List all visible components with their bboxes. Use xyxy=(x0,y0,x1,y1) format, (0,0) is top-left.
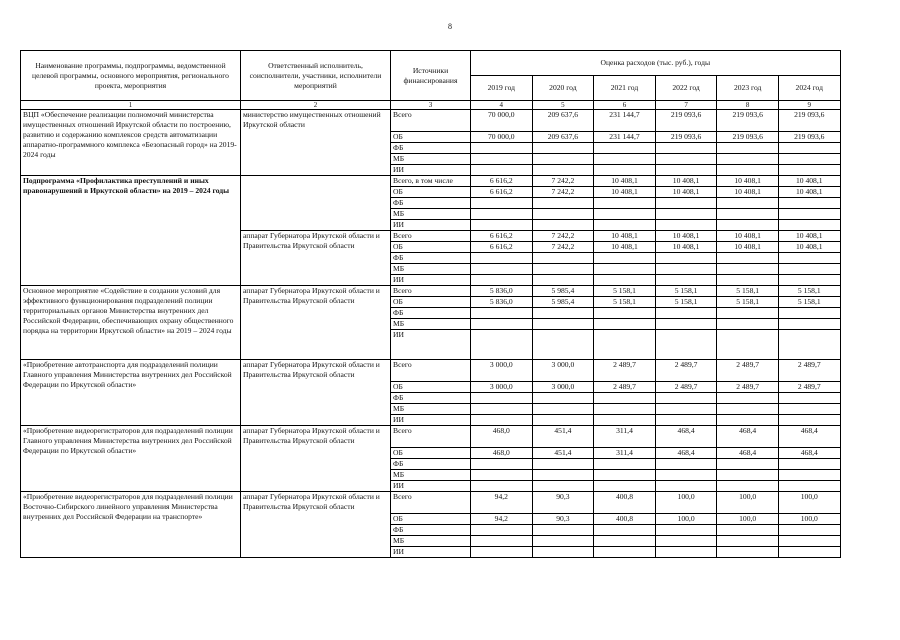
header-name: Наименование программы, подпрограммы, ведомственной целевой программы, основного мероприятия, регионального проекта, мероприятия xyxy=(21,51,241,101)
source-fb: ФБ xyxy=(391,393,471,404)
source-ii: ИИ xyxy=(391,330,471,360)
value-ob: 10 408,1 xyxy=(594,187,656,198)
value-total: 94,2 xyxy=(471,492,533,514)
column-number: 8 xyxy=(717,101,779,110)
column-number: 5 xyxy=(532,101,594,110)
value-total: 10 408,1 xyxy=(778,231,840,242)
source-fb: ФБ xyxy=(391,308,471,319)
main-activity-name: Основное мероприятие «Содействие в создании условий для эффективного функционирования подразделений полиции территориальных органов Министерства внутренних дел Российской Федерации, обеспечивающих охрану общественного порядка на территории Иркутской области» на 2019 – 2024 годы xyxy=(21,286,241,360)
value-total: 7 242,2 xyxy=(532,176,594,187)
value-total: 2 489,7 xyxy=(594,360,656,382)
value-ob: 219 093,6 xyxy=(655,132,717,143)
value-ob: 100,0 xyxy=(655,514,717,525)
value-total: 219 093,6 xyxy=(655,110,717,132)
value-total: 5 158,1 xyxy=(717,286,779,297)
value-total: 219 093,6 xyxy=(778,110,840,132)
value-ob: 468,4 xyxy=(778,448,840,459)
header-source: Источники финансирования xyxy=(391,51,471,101)
column-number: 7 xyxy=(655,101,717,110)
value-ob: 70 000,0 xyxy=(471,132,533,143)
header-year: 2021 год xyxy=(594,76,656,101)
value-total: 468,0 xyxy=(471,426,533,448)
executor-name: аппарат Губернатора Иркутской области и Правительства Иркутской области xyxy=(241,492,391,558)
source-ob: ОБ xyxy=(391,187,471,198)
value-ob: 468,0 xyxy=(471,448,533,459)
value-ob: 3 000,0 xyxy=(471,382,533,393)
value-total: 468,4 xyxy=(655,426,717,448)
column-number: 2 xyxy=(241,101,391,110)
value-ob: 10 408,1 xyxy=(594,242,656,253)
activity-name: «Приобретение видеорегистраторов для подразделений полиции Главного управления Министерства внутренних дел Российской Федерации по Иркутской области» xyxy=(21,426,241,492)
value-ob: 6 616,2 xyxy=(471,187,533,198)
value-total: 2 489,7 xyxy=(655,360,717,382)
source-total: Всего xyxy=(391,426,471,448)
value-total: 10 408,1 xyxy=(594,176,656,187)
source-mb: МБ xyxy=(391,319,471,330)
source-ii: ИИ xyxy=(391,165,471,176)
value-total: 100,0 xyxy=(655,492,717,514)
value-total: 5 985,4 xyxy=(532,286,594,297)
value-ob: 5 158,1 xyxy=(778,297,840,308)
column-number: 6 xyxy=(594,101,656,110)
value-total: 6 616,2 xyxy=(471,176,533,187)
executor-name: аппарат Губернатора Иркутской области и Правительства Иркутской области xyxy=(241,360,391,426)
source-mb: МБ xyxy=(391,536,471,547)
value-ob: 311,4 xyxy=(594,448,656,459)
value-ob: 468,4 xyxy=(717,448,779,459)
source-fb: ФБ xyxy=(391,143,471,154)
value-total: 70 000,0 xyxy=(471,110,533,132)
value-total: 10 408,1 xyxy=(717,176,779,187)
value-total: 5 836,0 xyxy=(471,286,533,297)
value-total: 10 408,1 xyxy=(717,231,779,242)
value-total: 209 637,6 xyxy=(532,110,594,132)
value-total: 100,0 xyxy=(717,492,779,514)
header-year: 2022 год xyxy=(655,76,717,101)
value-ob: 10 408,1 xyxy=(778,187,840,198)
value-total: 100,0 xyxy=(778,492,840,514)
executor-name: аппарат Губернатора Иркутской области и Правительства Иркутской области xyxy=(241,286,391,360)
value-total: 7 242,2 xyxy=(532,231,594,242)
source-mb: МБ xyxy=(391,209,471,220)
source-fb: ФБ xyxy=(391,253,471,264)
source-total: Всего xyxy=(391,231,471,242)
header-year: 2019 год xyxy=(471,76,533,101)
value-total: 219 093,6 xyxy=(717,110,779,132)
budget-table xyxy=(20,50,841,558)
source-total: Всего xyxy=(391,492,471,514)
source-total: Всего xyxy=(391,360,471,382)
value-total: 3 000,0 xyxy=(532,360,594,382)
source-total: Всего xyxy=(391,110,471,132)
value-ob: 3 000,0 xyxy=(532,382,594,393)
source-mb: МБ xyxy=(391,264,471,275)
value-ob: 10 408,1 xyxy=(717,242,779,253)
source-ii: ИИ xyxy=(391,415,471,426)
value-ob: 100,0 xyxy=(778,514,840,525)
source-ii: ИИ xyxy=(391,275,471,286)
executor-name: аппарат Губернатора Иркутской области и Правительства Иркутской области xyxy=(241,231,391,286)
value-ob: 451,4 xyxy=(532,448,594,459)
program-name: ВЦП «Обеспечение реализации полномочий министерства имущественных отношений Иркутской области по построению, развитию и содержанию комплексов средств автоматизации аппаратно-программного комплекса «Безопасный город» на 2019-2024 годы xyxy=(21,110,241,176)
header-year: 2023 год xyxy=(717,76,779,101)
source-fb: ФБ xyxy=(391,198,471,209)
header-executor: Ответственный исполнитель, соисполнители, участники, исполнители мероприятий xyxy=(241,51,391,101)
source-fb: ФБ xyxy=(391,459,471,470)
value-total: 231 144,7 xyxy=(594,110,656,132)
source-ii: ИИ xyxy=(391,220,471,231)
column-number: 9 xyxy=(778,101,840,110)
value-ob: 5 158,1 xyxy=(594,297,656,308)
value-ob: 10 408,1 xyxy=(655,187,717,198)
source-total-incl: Всего, в том числе xyxy=(391,176,471,187)
source-ob: ОБ xyxy=(391,132,471,143)
column-number: 4 xyxy=(471,101,533,110)
value-total: 10 408,1 xyxy=(655,231,717,242)
value-ob: 100,0 xyxy=(717,514,779,525)
value-ob: 94,2 xyxy=(471,514,533,525)
value-total: 2 489,7 xyxy=(778,360,840,382)
value-total: 5 158,1 xyxy=(594,286,656,297)
column-number: 1 xyxy=(21,101,241,110)
executor-name: министерство имущественных отношений Иркутской области xyxy=(241,110,391,176)
value-ob: 400,8 xyxy=(594,514,656,525)
source-ob: ОБ xyxy=(391,382,471,393)
page-number: 8 xyxy=(448,22,452,31)
value-total: 10 408,1 xyxy=(594,231,656,242)
value-ob: 10 408,1 xyxy=(717,187,779,198)
value-ob: 10 408,1 xyxy=(778,242,840,253)
value-ob: 231 144,7 xyxy=(594,132,656,143)
header-estimate: Оценка расходов (тыс. руб.), годы xyxy=(471,51,841,76)
value-ob: 2 489,7 xyxy=(717,382,779,393)
value-ob: 209 637,6 xyxy=(532,132,594,143)
executor-name: аппарат Губернатора Иркутской области и Правительства Иркутской области xyxy=(241,426,391,492)
value-total: 10 408,1 xyxy=(778,176,840,187)
value-ob: 7 242,2 xyxy=(532,187,594,198)
header-year: 2020 год xyxy=(532,76,594,101)
value-total: 468,4 xyxy=(778,426,840,448)
source-ob: ОБ xyxy=(391,242,471,253)
value-total: 400,8 xyxy=(594,492,656,514)
value-ob: 2 489,7 xyxy=(778,382,840,393)
value-total: 90,3 xyxy=(532,492,594,514)
source-ob: ОБ xyxy=(391,514,471,525)
value-total: 5 158,1 xyxy=(778,286,840,297)
source-mb: МБ xyxy=(391,470,471,481)
value-ob: 2 489,7 xyxy=(594,382,656,393)
activity-name: «Приобретение автотранспорта для подразделений полиции Главного управления Министерства внутренних дел Российской Федерации по Иркутской области» xyxy=(21,360,241,426)
value-total: 3 000,0 xyxy=(471,360,533,382)
source-fb: ФБ xyxy=(391,525,471,536)
value-ob: 90,3 xyxy=(532,514,594,525)
value-ob: 2 489,7 xyxy=(655,382,717,393)
column-number: 3 xyxy=(391,101,471,110)
value-ob: 219 093,6 xyxy=(778,132,840,143)
source-ii: ИИ xyxy=(391,547,471,558)
source-mb: МБ xyxy=(391,154,471,165)
source-ob: ОБ xyxy=(391,448,471,459)
executor-name xyxy=(241,176,391,231)
value-total: 5 158,1 xyxy=(655,286,717,297)
value-ob: 6 616,2 xyxy=(471,242,533,253)
source-total: Всего xyxy=(391,286,471,297)
header-year: 2024 год xyxy=(778,76,840,101)
value-ob: 5 158,1 xyxy=(717,297,779,308)
value-ob: 5 158,1 xyxy=(655,297,717,308)
value-total: 451,4 xyxy=(532,426,594,448)
value-total: 6 616,2 xyxy=(471,231,533,242)
activity-name: «Приобретение видеорегистраторов для подразделений полиции Восточно-Сибирского линейного управления Министерства внутренних дел Российской Федерации на транспорте» xyxy=(21,492,241,558)
value-ob: 219 093,6 xyxy=(717,132,779,143)
value-total: 10 408,1 xyxy=(655,176,717,187)
value-ob: 468,4 xyxy=(655,448,717,459)
source-ob: ОБ xyxy=(391,297,471,308)
value-total: 468,4 xyxy=(717,426,779,448)
source-ii: ИИ xyxy=(391,481,471,492)
value-ob: 7 242,2 xyxy=(532,242,594,253)
source-mb: МБ xyxy=(391,404,471,415)
value-ob: 10 408,1 xyxy=(655,242,717,253)
value-total: 311,4 xyxy=(594,426,656,448)
value-total: 2 489,7 xyxy=(717,360,779,382)
value-ob: 5 836,0 xyxy=(471,297,533,308)
subprogram-name: Подпрограмма «Профилактика преступлений и иных правонарушений в Иркутской области» на 2019 – 2024 годы xyxy=(21,176,241,286)
value-ob: 5 985,4 xyxy=(532,297,594,308)
